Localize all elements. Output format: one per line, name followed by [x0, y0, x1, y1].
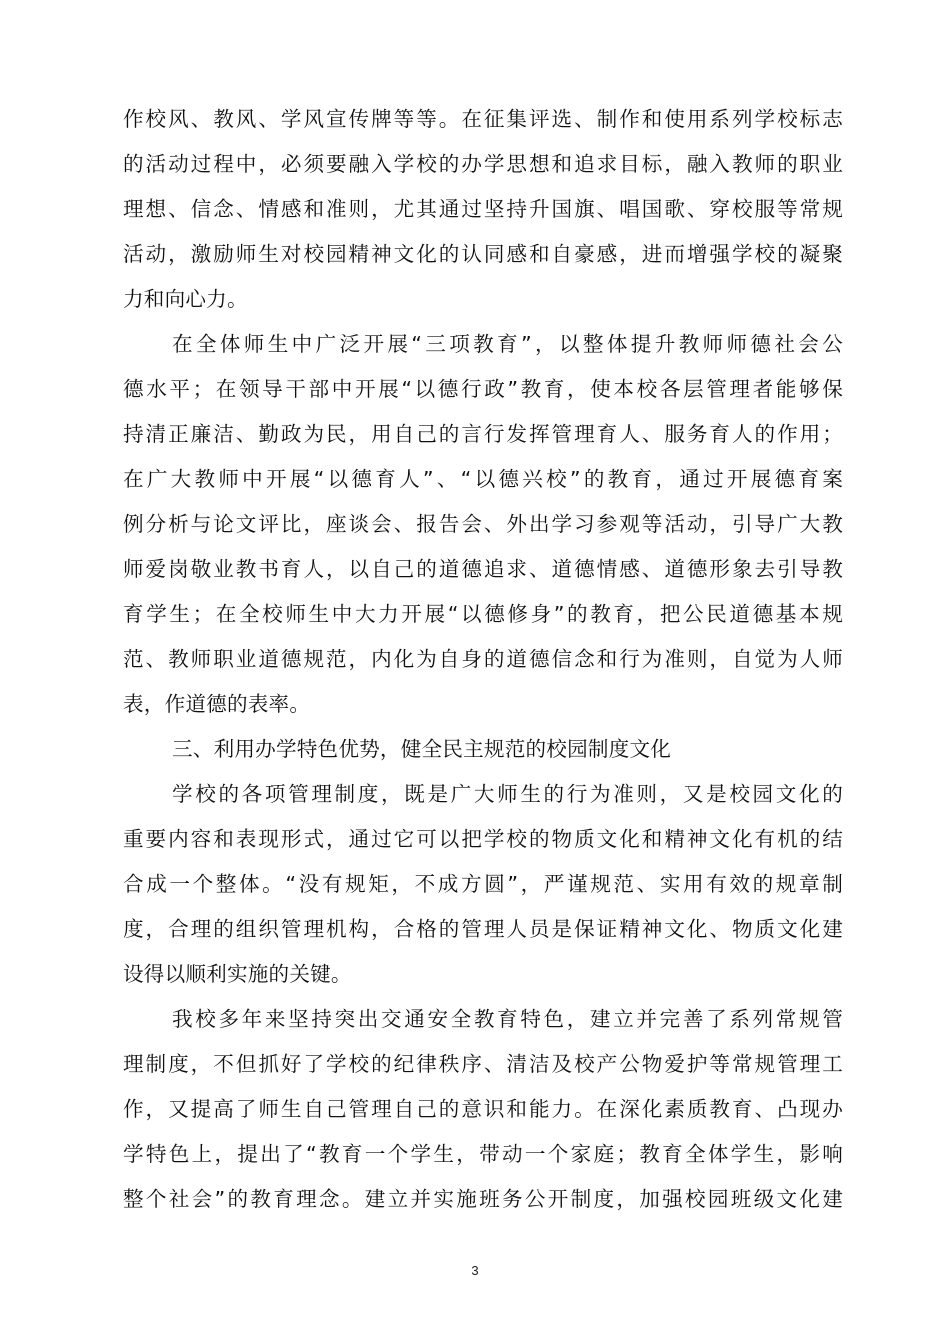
text-line: 理想、信念、情感和准则，尤其通过坚持升国旗、唱国歌、穿校服等常规 — [123, 197, 843, 221]
paragraph-first-line: 学校的各项管理制度，既是广大师生的行为准则，又是校园文化的 — [172, 782, 843, 806]
text-line: 学特色上，提出了“教育一个学生，带动一个家庭；教育全体学生，影响 — [123, 1142, 843, 1166]
text-line: 育学生；在全校师生中大力开展“以德修身”的教育，把公民道德基本规 — [123, 602, 843, 626]
text-line: 度，合理的组织管理机构，合格的管理人员是保证精神文化、物质文化建 — [123, 917, 843, 941]
text-line: 德水平；在领导干部中开展“以德行政”教育，使本校各层管理者能够保 — [123, 377, 843, 401]
text-line: 持清正廉洁、勤政为民，用自己的言行发挥管理育人、服务育人的作用； — [123, 422, 843, 446]
text-line: 合成一个整体。“没有规矩，不成方圆”，严谨规范、实用有效的规章制 — [123, 872, 843, 896]
text-line: 作，又提高了师生自己管理自己的意识和能力。在深化素质教育、凸现办 — [123, 1097, 843, 1121]
section-heading: 三、利用办学特色优势，健全民主规范的校园制度文化 — [172, 737, 672, 761]
text-line: 整个社会”的教育理念。建立并实施班务公开制度，加强校园班级文化建 — [123, 1187, 843, 1211]
text-line: 范、教师职业道德规范，内化为自身的道德信念和行为准则，自觉为人师 — [123, 647, 843, 671]
text-line: 的活动过程中，必须要融入学校的办学思想和追求目标，融入教师的职业 — [123, 152, 843, 176]
page-number: 3 — [471, 1263, 479, 1278]
text-line: 活动，激励师生对校园精神文化的认同感和自豪感，进而增强学校的凝聚 — [123, 242, 843, 266]
text-line: 设得以顺利实施的关键。 — [123, 962, 352, 986]
text-line: 重要内容和表现形式，通过它可以把学校的物质文化和精神文化有机的结 — [123, 827, 843, 851]
text-line: 理制度，不但抓好了学校的纪律秩序、清洁及校产公物爱护等常规管理工 — [123, 1052, 843, 1076]
paragraph-first-line: 在全体师生中广泛开展“三项教育”，以整体提升教师师德社会公 — [172, 332, 843, 356]
text-line: 作校风、教风、学风宣传牌等等。在征集评选、制作和使用系列学校标志 — [123, 107, 843, 131]
text-line: 例分析与论文评比，座谈会、报告会、外出学习参观等活动，引导广大教 — [123, 512, 843, 536]
text-line: 力和向心力。 — [123, 287, 248, 311]
text-line: 表，作道德的表率。 — [123, 692, 311, 716]
text-line: 在广大教师中开展“以德育人”、“以德兴校”的教育，通过开展德育案 — [123, 467, 843, 491]
paragraph-first-line: 我校多年来坚持突出交通安全教育特色，建立并完善了系列常规管 — [172, 1007, 843, 1031]
text-line: 师爱岗敬业教书育人，以自己的道德追求、道德情感、道德形象去引导教 — [123, 557, 843, 581]
